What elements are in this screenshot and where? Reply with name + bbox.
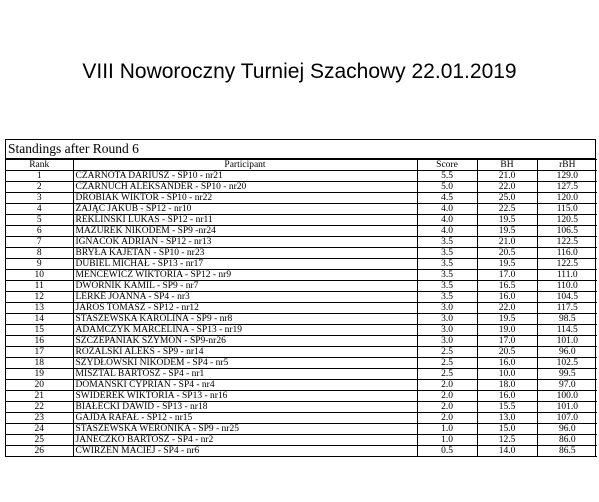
table-row	[6, 435, 597, 446]
bh-cell: 18.0	[477, 380, 537, 391]
rank-cell: 4	[6, 204, 73, 215]
bh-cell: 16.0	[477, 391, 537, 402]
bh-cell: 19.5	[477, 215, 537, 226]
participant-cell: BIAŁECKI DAWID - SP13 - nr18	[73, 402, 417, 413]
participant-cell: JANECZKO BARTOSZ - SP4 - nr2	[73, 435, 417, 446]
rbh-cell: 86.5	[537, 446, 597, 457]
score-cell: 4.5	[417, 193, 477, 204]
table-row	[6, 226, 597, 237]
rbh-cell: 111.0	[537, 270, 597, 281]
table-row	[6, 446, 597, 457]
rbh-cell: 115.0	[537, 204, 597, 215]
bh-cell: 10.0	[477, 369, 537, 380]
bh-cell: 15.0	[477, 424, 537, 435]
score-cell: 3.5	[417, 259, 477, 270]
table-row	[6, 259, 597, 270]
participant-cell: IGNACOK ADRIAN - SP12 - nr13	[73, 237, 417, 248]
participant-cell: LERKE JOANNA - SP4 - nr3	[73, 292, 417, 303]
bh-cell: 19.0	[477, 325, 537, 336]
participant-cell: DUBIEL MICHAŁ - SP13 - nr17	[73, 259, 417, 270]
score-cell: 2.5	[417, 347, 477, 358]
score-cell: 5.0	[417, 182, 477, 193]
bh-cell: 16.5	[477, 281, 537, 292]
participant-cell: CZARNOTA DARIUSZ - SP10 - nr21	[73, 171, 417, 182]
score-cell: 3.5	[417, 292, 477, 303]
bh-cell: 19.5	[477, 314, 537, 325]
rank-cell: 11	[6, 281, 73, 292]
table-row	[6, 391, 597, 402]
score-cell: 3.0	[417, 303, 477, 314]
table-row	[6, 413, 597, 424]
participant-cell: BRYŁA KAJETAN - SP10 - nr23	[73, 248, 417, 259]
bh-cell: 16.0	[477, 358, 537, 369]
column-header-rank: Rank	[6, 160, 73, 171]
rbh-cell: 122.5	[537, 237, 597, 248]
standings-panel	[5, 139, 596, 457]
score-cell: 1.0	[417, 435, 477, 446]
participant-cell: SZCZEPANIAK SZYMON - SP9-nr26	[73, 336, 417, 347]
rank-cell: 8	[6, 248, 73, 259]
rbh-cell: 110.0	[537, 281, 597, 292]
table-row	[6, 281, 597, 292]
bh-cell: 22.5	[477, 204, 537, 215]
score-cell: 2.5	[417, 358, 477, 369]
table-row	[6, 303, 597, 314]
table-header-row	[6, 160, 597, 171]
participant-cell: JAROS TOMASZ - SP12 - nr12	[73, 303, 417, 314]
participant-cell: ĆWIRZEŃ MACIEJ - SP4 - nr6	[73, 446, 417, 457]
bh-cell: 21.0	[477, 171, 537, 182]
rank-cell: 17	[6, 347, 73, 358]
rank-cell: 6	[6, 226, 73, 237]
rank-cell: 22	[6, 402, 73, 413]
table-row	[6, 292, 597, 303]
rank-cell: 5	[6, 215, 73, 226]
rank-cell: 21	[6, 391, 73, 402]
bh-cell: 22.0	[477, 182, 537, 193]
column-header-score: Score	[417, 160, 477, 171]
table-row	[6, 347, 597, 358]
participant-cell: REKLINSKI LUKAS - SP12 - nr11	[73, 215, 417, 226]
participant-cell: GAJDA RAFAŁ - SP12 - nr15	[73, 413, 417, 424]
rank-cell: 10	[6, 270, 73, 281]
participant-cell: DWORNIK KAMIL - SP9 - nr7	[73, 281, 417, 292]
standings-table	[6, 159, 597, 457]
bh-cell: 15.5	[477, 402, 537, 413]
bh-cell: 16.0	[477, 292, 537, 303]
bh-cell: 12.5	[477, 435, 537, 446]
table-row	[6, 204, 597, 215]
rank-cell: 7	[6, 237, 73, 248]
rank-cell: 25	[6, 435, 73, 446]
rbh-cell: 101.0	[537, 336, 597, 347]
participant-cell: DROBIAK WIKTOR - SP10 - nr22	[73, 193, 417, 204]
score-cell: 3.5	[417, 270, 477, 281]
rank-cell: 12	[6, 292, 73, 303]
table-row	[6, 402, 597, 413]
rank-cell: 23	[6, 413, 73, 424]
participant-cell: MISZTAL BARTOSZ - SP4 - nr1	[73, 369, 417, 380]
participant-cell: MENCEWICZ WIKTORIA - SP12 - nr9	[73, 270, 417, 281]
score-cell: 3.5	[417, 281, 477, 292]
table-row	[6, 380, 597, 391]
rbh-cell: 86.0	[537, 435, 597, 446]
bh-cell: 19.5	[477, 226, 537, 237]
participant-cell: SZYDŁOWSKI NIKODEM - SP4 - nr5	[73, 358, 417, 369]
standings-caption: Standings after Round 6	[6, 140, 595, 159]
participant-cell: MAZUREK NIKODEM - SP9 -nr24	[73, 226, 417, 237]
rbh-cell: 116.0	[537, 248, 597, 259]
score-cell: 3.5	[417, 237, 477, 248]
rbh-cell: 97.0	[537, 380, 597, 391]
participant-cell: ZAJĄC JAKUB - SP12 - nr10	[73, 204, 417, 215]
standings-body	[6, 171, 597, 457]
rbh-cell: 114.5	[537, 325, 597, 336]
rank-cell: 26	[6, 446, 73, 457]
rank-cell: 1	[6, 171, 73, 182]
rank-cell: 15	[6, 325, 73, 336]
participant-cell: ROZALSKI ALEKS - SP9 - nr14	[73, 347, 417, 358]
rbh-cell: 117.5	[537, 303, 597, 314]
rbh-cell: 120.5	[537, 215, 597, 226]
rbh-cell: 98.5	[537, 314, 597, 325]
score-cell: 3.0	[417, 314, 477, 325]
rbh-cell: 99.5	[537, 369, 597, 380]
rbh-cell: 106.5	[537, 226, 597, 237]
rank-cell: 3	[6, 193, 73, 204]
column-header-participant: Participant	[73, 160, 417, 171]
score-cell: 2.0	[417, 380, 477, 391]
table-row	[6, 193, 597, 204]
rbh-cell: 120.0	[537, 193, 597, 204]
rbh-cell: 101.0	[537, 402, 597, 413]
bh-cell: 17.0	[477, 336, 537, 347]
table-row	[6, 369, 597, 380]
participant-cell: ŚWIDEREK WIKTORIA - SP13 - nr16	[73, 391, 417, 402]
table-row	[6, 215, 597, 226]
table-row	[6, 314, 597, 325]
rank-cell: 24	[6, 424, 73, 435]
rank-cell: 14	[6, 314, 73, 325]
score-cell: 3.0	[417, 336, 477, 347]
score-cell: 1.0	[417, 424, 477, 435]
table-row	[6, 358, 597, 369]
score-cell: 4.0	[417, 204, 477, 215]
score-cell: 2.5	[417, 369, 477, 380]
bh-cell: 20.5	[477, 347, 537, 358]
bh-cell: 19.5	[477, 259, 537, 270]
bh-cell: 13.0	[477, 413, 537, 424]
bh-cell: 22.0	[477, 303, 537, 314]
participant-cell: STASZEWSKA KAROLINA - SP9 - nr8	[73, 314, 417, 325]
rbh-cell: 100.0	[537, 391, 597, 402]
participant-cell: DOMAŃSKI CYPRIAN - SP4 - nr4	[73, 380, 417, 391]
score-cell: 4.0	[417, 226, 477, 237]
table-row	[6, 270, 597, 281]
bh-cell: 25.0	[477, 193, 537, 204]
participant-cell: STASZEWSKA WERONIKA - SP9 - nr25	[73, 424, 417, 435]
table-row	[6, 424, 597, 435]
score-cell: 2.0	[417, 391, 477, 402]
rbh-cell: 122.5	[537, 259, 597, 270]
rank-cell: 18	[6, 358, 73, 369]
score-cell: 2.0	[417, 402, 477, 413]
score-cell: 0.5	[417, 446, 477, 457]
table-row	[6, 237, 597, 248]
page-title: VIII Noworoczny Turniej Szachowy 22.01.2019	[82, 60, 517, 83]
score-cell: 4.0	[417, 215, 477, 226]
table-row	[6, 336, 597, 347]
participant-cell: CZARNUCH ALEKSANDER - SP10 - nr20	[73, 182, 417, 193]
bh-cell: 17.0	[477, 270, 537, 281]
rbh-cell: 127.5	[537, 182, 597, 193]
score-cell: 5.5	[417, 171, 477, 182]
participant-cell: ADAMCZYK MARCELINA - SP13 - nr19	[73, 325, 417, 336]
rbh-cell: 102.5	[537, 358, 597, 369]
table-row	[6, 171, 597, 182]
score-cell: 3.5	[417, 248, 477, 259]
rbh-cell: 104.5	[537, 292, 597, 303]
table-row	[6, 248, 597, 259]
rank-cell: 16	[6, 336, 73, 347]
column-header-bh: BH	[477, 160, 537, 171]
rbh-cell: 107.0	[537, 413, 597, 424]
column-header-rbh: rBH	[537, 160, 597, 171]
rbh-cell: 96.0	[537, 347, 597, 358]
rank-cell: 9	[6, 259, 73, 270]
rank-cell: 20	[6, 380, 73, 391]
rbh-cell: 129.0	[537, 171, 597, 182]
bh-cell: 21.0	[477, 237, 537, 248]
bh-cell: 14.0	[477, 446, 537, 457]
bh-cell: 20.5	[477, 248, 537, 259]
rank-cell: 13	[6, 303, 73, 314]
table-row	[6, 182, 597, 193]
rank-cell: 2	[6, 182, 73, 193]
score-cell: 3.0	[417, 325, 477, 336]
score-cell: 2.0	[417, 413, 477, 424]
rbh-cell: 96.0	[537, 424, 597, 435]
rank-cell: 19	[6, 369, 73, 380]
table-row	[6, 325, 597, 336]
